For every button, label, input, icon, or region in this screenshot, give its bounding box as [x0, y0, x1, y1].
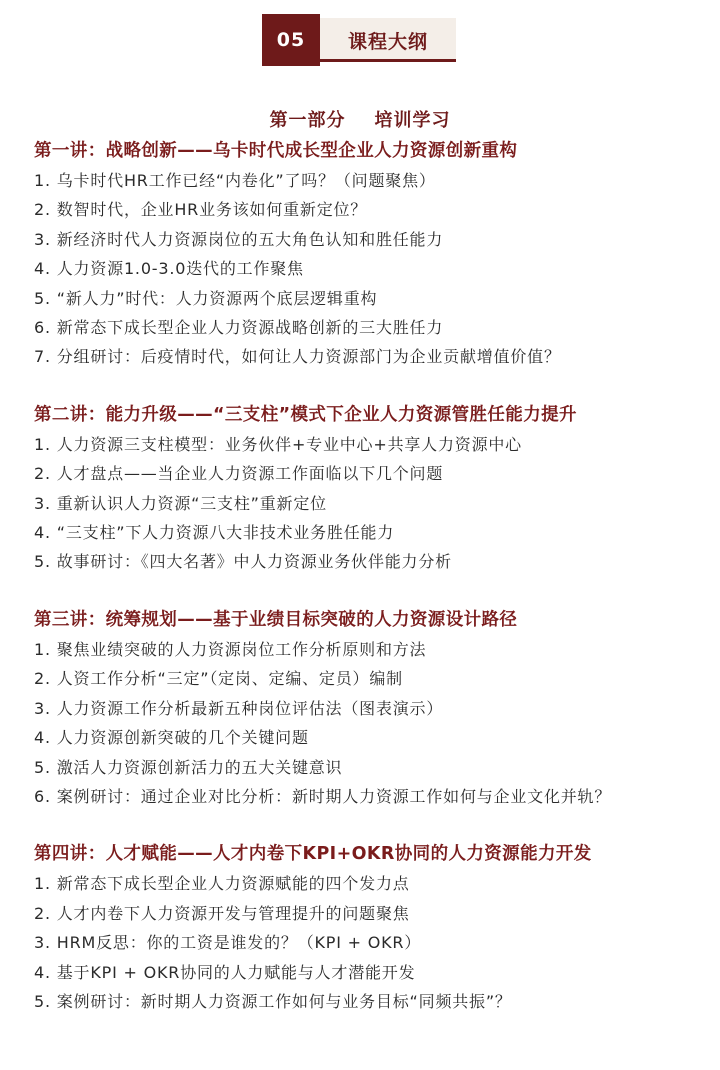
outline-item: 4. 人力资源1.0-3.0迭代的工作聚焦	[34, 259, 304, 279]
outline-item: 3. 人力资源工作分析最新五种岗位评估法（图表演示）	[34, 698, 444, 718]
outline-item: 1. 人力资源三支柱模型：业务伙伴+专业中心+共享人力资源中心	[34, 434, 522, 454]
outline-item: 1. 聚焦业绩突破的人力资源岗位工作分析原则和方法	[34, 639, 427, 659]
section-header	[262, 14, 458, 66]
outline-item: 2. 人才盘点——当企业人力资源工作面临以下几个问题	[34, 464, 444, 484]
outline-item: 1. 新常态下成长型企业人力资源赋能的四个发力点	[34, 874, 410, 894]
lecture-items	[34, 635, 686, 811]
outline-item: 7. 分组研讨：后疫情时代，如何让人力资源部门为企业贡献增值价值？	[34, 347, 561, 367]
outline-item: 1. 乌卡时代HR工作已经“内卷化”了吗？（问题聚焦）	[34, 171, 436, 190]
outline-item: 3. 重新认识人力资源“三支柱”重新定位	[34, 493, 327, 513]
lecture-section	[34, 839, 686, 1016]
outline-item: 6. 案例研讨：通过企业对比分析：新时期人力资源工作如何与企业文化并轨？	[34, 786, 612, 806]
lecture-section	[34, 400, 686, 577]
lecture-items	[34, 869, 686, 1016]
section-number: 05	[262, 14, 320, 66]
lecture-items	[34, 166, 686, 372]
outline-item: 2. 人资工作分析“三定”（定岗、定编、定员）编制	[34, 669, 403, 689]
lecture-title: 第二讲：能力升级——“三支柱”模式下企业人力资源管胜任能力提升	[34, 404, 577, 425]
outline-item: 5. “新人力”时代：人力资源两个底层逻辑重构	[34, 288, 378, 308]
outline-item: 4. 基于KPI + OKR协同的人力赋能与人才潜能开发	[34, 962, 416, 982]
section-title: 课程大纲	[320, 18, 456, 62]
lecture-section	[34, 605, 686, 811]
lecture-title: 第四讲：人才赋能——人才内卷下KPI+OKR协同的人力资源能力开发	[34, 844, 592, 865]
outline-item: 6. 新常态下成长型企业人力资源战略创新的三大胜任力	[34, 318, 444, 338]
outline-item: 2. 人才内卷下人力资源开发与管理提升的问题聚焦	[34, 903, 410, 923]
outline-item: 5. 案例研讨：新时期人力资源工作如何与业务目标“同频共振”？	[34, 991, 512, 1011]
course-outline	[34, 106, 686, 1016]
outline-item: 3. HRM反思：你的工资是谁发的？（KPI + OKR）	[34, 933, 422, 953]
outline-item: 2. 数智时代，企业HR业务该如何重新定位？	[34, 200, 368, 220]
lecture-title: 第三讲：统筹规划——基于业绩目标突破的人力资源设计路径	[34, 609, 518, 630]
lecture-list	[34, 136, 686, 1016]
part-title: 第一部分 培训学习	[269, 110, 451, 131]
outline-item: 5. 故事研讨：《四大名著》中人力资源业务伙伴能力分析	[34, 552, 452, 572]
outline-item: 4. “三支柱”下人力资源八大非技术业务胜任能力	[34, 523, 395, 543]
lecture-section	[34, 136, 686, 372]
outline-item: 5. 激活人力资源创新活力的五大关键意识	[34, 757, 343, 777]
lecture-title: 第一讲：战略创新——乌卡时代成长型企业人力资源创新重构	[34, 141, 518, 161]
outline-item: 4. 人力资源创新突破的几个关键问题	[34, 728, 309, 748]
lecture-items	[34, 430, 686, 577]
outline-item: 3. 新经济时代人力资源岗位的五大角色认知和胜任能力	[34, 229, 444, 249]
